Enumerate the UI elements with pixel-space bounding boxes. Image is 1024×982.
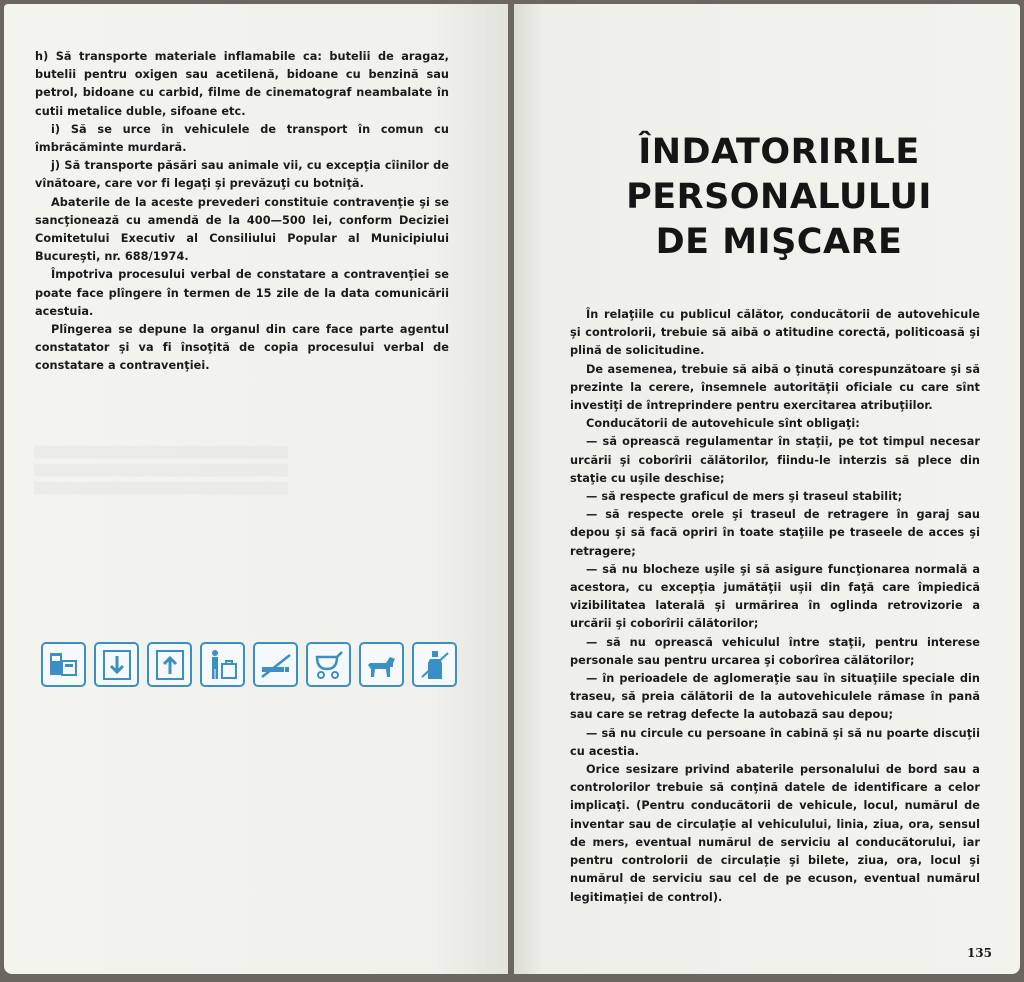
ticket-machine-icon [41, 642, 86, 687]
bottle-icon-glyph [417, 647, 453, 683]
left-page [4, 4, 508, 974]
no-smoking-icon-glyph [258, 647, 294, 683]
paragraph: — să respecte orele şi traseul de retragere în garaj sau depou şi să facă opriri în toate staţiile pe traseele de acces şi retragere; [570, 508, 980, 558]
right-text-column [570, 306, 980, 907]
bottle-icon [412, 642, 457, 687]
title-line-3: DE MIŞCARE [655, 222, 903, 262]
paragraph: Abaterile de la aceste prevederi constituie contravenţie şi se sancţionează cu amendă de la 400—500 lei, conform Deciziei Comitetului Executiv al Consiliului Popular al Municipiului Bucureşti, nr. 688/1974. [35, 195, 449, 264]
entry-door-icon [147, 642, 192, 687]
ticket-machine-icon-glyph [46, 647, 82, 683]
page-number: 135 [966, 946, 992, 960]
paragraph: Conducătorii de autovehicule sînt obligaţi: [586, 417, 860, 431]
pictogram-row [41, 642, 457, 687]
paragraph: De asemenea, trebuie să aibă o ţinută corespunzătoare şi să prezinte la cerere, însemnele autorităţii oficiale cu care sînt investiţi de întreprindere pentru exercitarea atribuţiilor. [570, 362, 980, 413]
left-text-column [35, 48, 449, 376]
paragraph: — să respecte graficul de mers şi traseul stabilit; [586, 490, 903, 504]
right-page [514, 4, 1020, 974]
entry-door-icon-glyph [152, 647, 188, 683]
paragraph: — în perioadele de aglomeraţie sau în situaţiile speciale din traseu, să preia călătorii de la autovehiculele rămase în pană sau care se retrag defecte la autobază sau depou; [570, 672, 980, 722]
dog-icon [359, 642, 404, 687]
paragraph: j) Să transporte păsări sau animale vii, cu excepţia cîinilor de vînătoare, care vor fi legaţi şi prevăzuţi cu botniţă. [35, 159, 449, 191]
no-smoking-icon [253, 642, 298, 687]
person-with-luggage-icon [200, 642, 245, 687]
paragraph: i) Să se urce în vehiculele de transport în comun cu îmbrăcăminte murdară. [35, 122, 449, 155]
paragraph: h) Să transporte materiale inflamabile ca: butelii de aragaz, butelii pentru oxigen sau acetilenă, bidoane cu benzină sau petrol, bidoane cu carbid, filme de cinematograf neambalate în cutii metalice duble, sifoane etc. [35, 50, 449, 118]
paragraph: Plîngerea se depune la organul din care face parte agentul constatator şi va fi însoţită de copia procesului verbal de constatare a contravenţiei. [35, 323, 449, 373]
title-line-1: ÎNDATORIRILE [638, 132, 920, 172]
paragraph: Orice sesizare privind abaterile personalului de bord sau a controlorilor trebuie să conţină datele de identificare a celor implicaţi. (Pentru conducătorii de vehicule, locul, numărul de inventar sau de circulaţie al vehiculului, linia, ziua, ora, sensul de mers, eventual numărul de serviciu al conducătorului, iar pentru controlorii de circulaţie şi bilete, ziua, ora, locul şi numărul de serviciu sau cel de pe ecuson, eventual numărul legitimaţiei de control). [570, 763, 980, 904]
exit-door-icon-glyph [99, 647, 135, 683]
person-with-luggage-icon-glyph [205, 647, 241, 683]
show-through-text: ▒▒▒▒▒▒▒▒▒▒▒▒▒▒▒▒▒▒▒▒▒▒▒▒▒▒▒▒▒▒ ▒▒▒▒▒▒▒▒▒▒▒▒▒▒▒▒▒▒▒▒▒▒▒▒▒▒▒▒▒▒ ▒▒▒▒▒▒▒▒▒▒▒▒▒▒▒▒▒▒▒▒▒▒▒▒▒▒▒▒▒▒ [34, 446, 288, 495]
baby-stroller-icon-glyph [311, 647, 347, 683]
paragraph: În relaţiile cu publicul călător, conducătorii de autovehicule şi controlorii, trebuie să aibă o atitudine corectă, politicoasă şi plină de solicitudine. [570, 308, 980, 358]
paragraph: — să nu circule cu persoane în cabină şi să nu poarte discuţii cu acestia. [570, 726, 980, 758]
paragraph: — să nu blocheze uşile şi să asigure funcţionarea normală a acestora, cu excepţia jumătăţii uşii din faţă care împiedică vizibilitatea laterală şi urmărirea în oglinda retrovizorie a urcării şi coborîrii călătorilor; [570, 562, 980, 631]
baby-stroller-icon [306, 642, 351, 687]
paragraph: Împotriva procesului verbal de constatare a contravenţiei se poate face plîngere în termen de 15 zile de la data comunicării acestuia. [35, 268, 449, 318]
chapter-title [574, 130, 984, 265]
dog-icon-glyph [364, 647, 400, 683]
title-line-2: PERSONALULUI [626, 177, 932, 217]
paragraph: — să nu oprească vehiculul între staţii, pentru interese personale sau pentru urcarea şi coborîrea călătorilor; [570, 635, 980, 667]
exit-door-icon [94, 642, 139, 687]
paragraph: — să oprească regulamentar în staţii, pe tot timpul necesar urcării şi coborîrii călătorilor, fiindu-le interzis să plece din staţie cu uşile deschise; [570, 435, 980, 485]
